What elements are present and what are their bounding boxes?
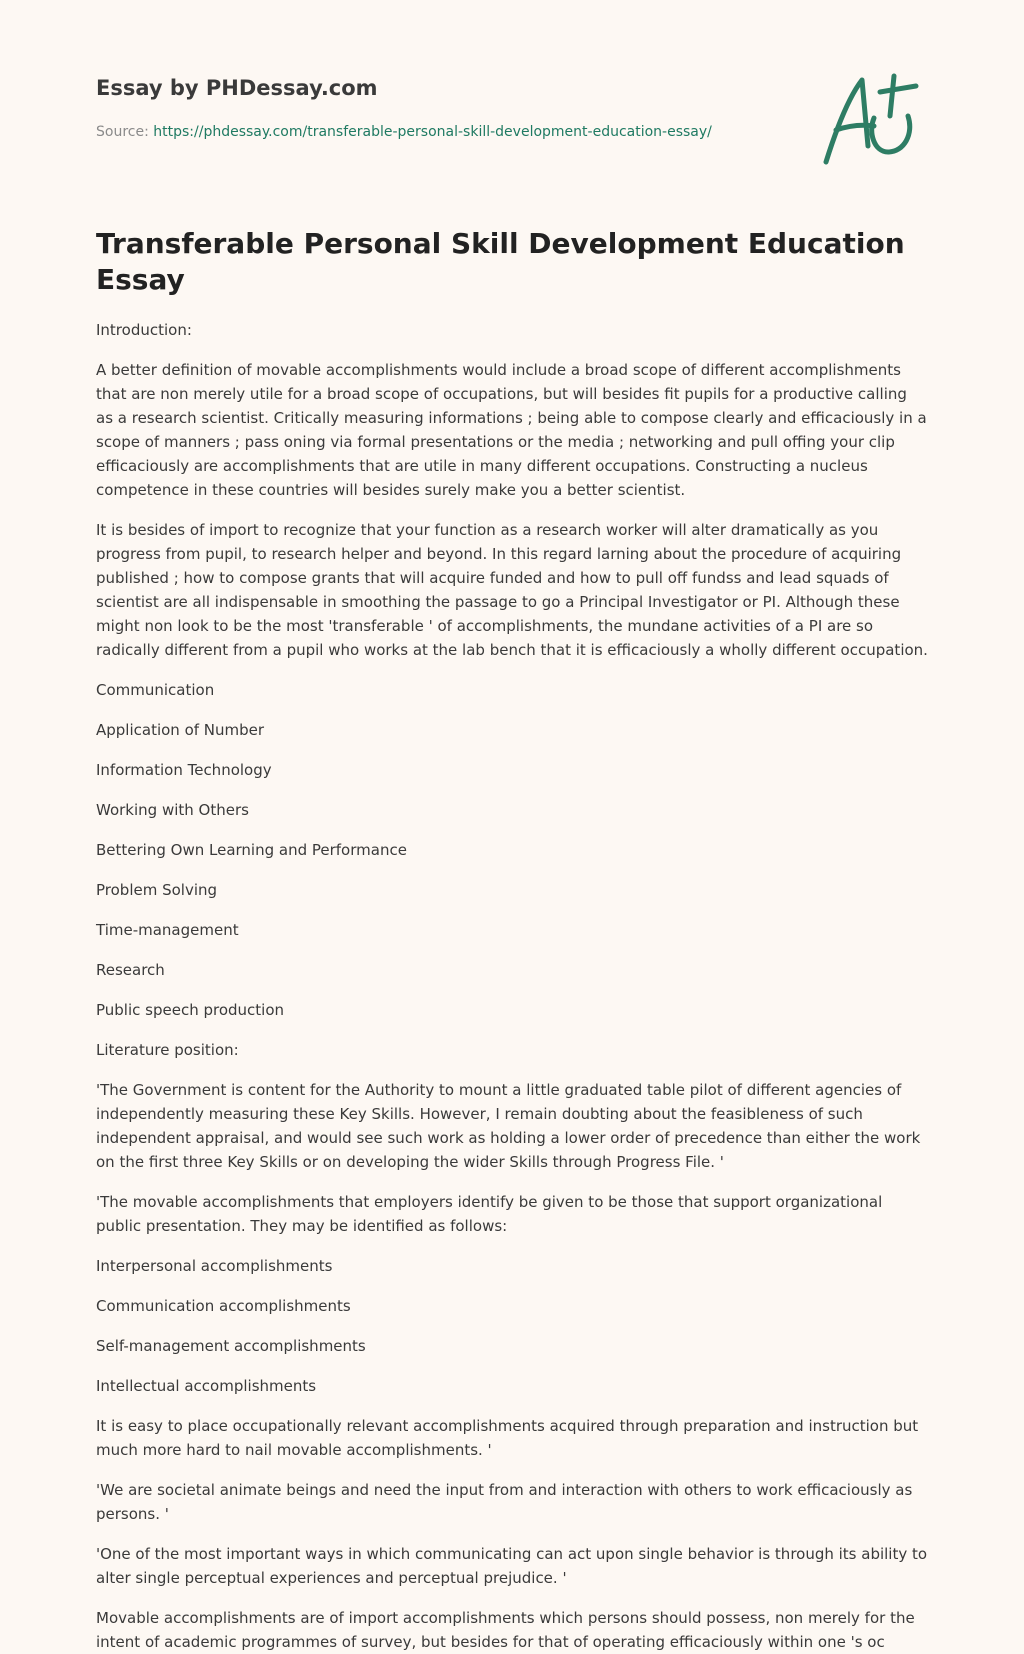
essay-paragraph: It is easy to place occupationally relevant accomplishments acquired through preparation and instruction but much more hard to nail movable accomplishments. ' — [96, 1417, 919, 1459]
essay-paragraph: Working with Others — [96, 801, 249, 819]
essay-body — [96, 318, 928, 1654]
essay-paragraph: Self-management accomplishments — [96, 1337, 366, 1355]
essay-paragraph: 'The Government is content for the Authority to mount a little graduated table pilot of different agencies of independently measuring these Key Skills. However, I remain doubting about the feasibleness of such independent appraisal, and would see such work as holding a lower order of precedence than either the work on the first three Key Skills or on developing the wider Skills through Progress File. ' — [96, 1081, 921, 1171]
essay-paragraph: Public speech production — [96, 1001, 285, 1019]
essay-paragraph: Bettering Own Learning and Performance — [96, 841, 407, 859]
a-plus-logo-icon — [818, 68, 928, 168]
essay-paragraph: Communication accomplishments — [96, 1297, 351, 1315]
essay-paragraph: Time-management — [96, 921, 239, 939]
essay-paragraph: Communication — [96, 681, 215, 699]
source-link[interactable]: https://phdessay.com/transferable-personal-skill-development-education-essay/ — [153, 124, 712, 140]
essay-paragraph: A better definition of movable accomplishments would include a broad scope of different accomplishments that are non merely utile for a broad scope of occupations, but will besides fit pupils for a productive calling as a research scientist. Critically measuring informations ; being able to compose clearly and efficaciously in a scope of manners ; pass oning via formal presentations or the media ; networking and pull offing your clip efficaciously are accomplishments that are utile in many different occupations. Constructing a nucleus competence in these countries will besides surely make you a better scientist. — [96, 361, 927, 499]
essay-paragraph: Interpersonal accomplishments — [96, 1257, 333, 1275]
source-label: Source: — [96, 124, 154, 140]
source-line — [96, 124, 712, 140]
essay-paragraph: It is besides of import to recognize that your function as a research worker will alter dramatically as you progress from pupil, to research helper and beyond. In this regard larning about the procedure of acquiring published ; how to compose grants that will acquire funded and how to pull off fundss and lead squads of scientist are all indispensable in smoothing the passage to go a Principal Investigator or PI. Although these might non look to be the most 'transferable ' of accomplishments, the mundane activities of a PI are so radically different from a pupil who works at the lab bench that it is efficaciously a wholly different occupation. — [96, 521, 928, 659]
essay-paragraph: Introduction: — [96, 321, 192, 339]
essay-paragraph: Movable accomplishments are of import accomplishments which persons should possess, non merely for the intent of academic programmes of survey, but besides for that of operating efficaciously within one 's oc — [96, 1609, 915, 1651]
essay-paragraph: Problem Solving — [96, 881, 218, 899]
essay-paragraph: 'We are societal animate beings and need the input from and interaction with others to work efficaciously as persons. ' — [96, 1481, 913, 1523]
site-title: Essay by PHDessay.com — [96, 76, 378, 100]
essay-paragraph: Information Technology — [96, 761, 272, 779]
essay-paragraph: Research — [96, 961, 165, 979]
essay-paragraph: 'The movable accomplishments that employers identify be given to be those that support organizational public presentation. They may be identified as follows: — [96, 1193, 883, 1235]
essay-title: Transferable Personal Skill Development Education Essay — [96, 227, 905, 296]
header — [96, 0, 928, 200]
essay-paragraph: Application of Number — [96, 721, 265, 739]
essay-paragraph: Literature position: — [96, 1041, 239, 1059]
essay-paragraph: Intellectual accomplishments — [96, 1377, 317, 1395]
essay-paragraph: 'One of the most important ways in which communicating can act upon single behavior is through its ability to alter single perceptual experiences and perceptual prejudice. ' — [96, 1545, 928, 1587]
